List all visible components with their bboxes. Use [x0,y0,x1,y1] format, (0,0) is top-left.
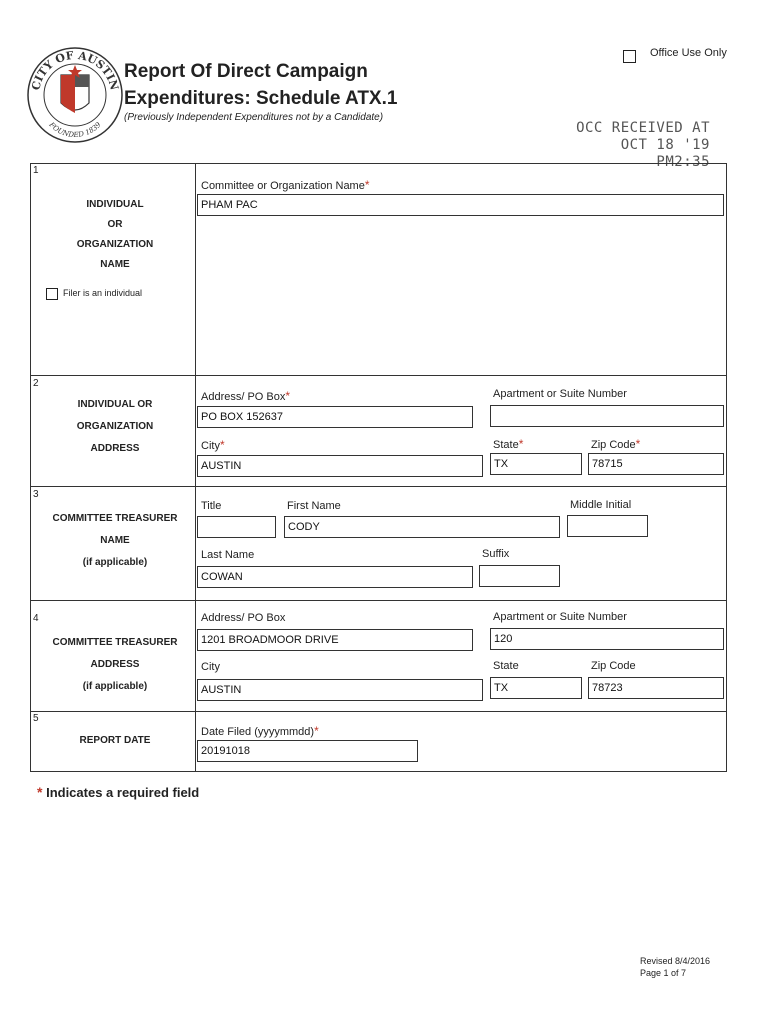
last-name-field[interactable]: COWAN [197,566,473,588]
seal-bottom-text: FOUNDED 1839 [47,120,103,140]
city-label-text: City [201,440,220,452]
form-title [124,58,397,112]
grid-divider-3 [30,600,727,601]
section-1-label-line3: ORGANIZATION [76,239,154,250]
section-2-number: 2 [33,378,39,389]
report-date-section-label: REPORT DATE [79,735,151,746]
form-title-line1: Report Of Direct Campaign [124,61,368,82]
title-field[interactable] [197,516,276,538]
city-label [201,438,225,452]
committee-name-label-text: Committee or Organization Name [201,180,365,192]
address-label [201,389,290,403]
state-field[interactable]: TX [490,453,582,475]
treasurer-zip-label: Zip Code [591,660,636,672]
first-name-label: First Name [287,500,341,512]
zip-label [591,437,640,451]
state-label [493,437,523,451]
section-4-label [40,637,190,692]
title-label: Title [201,500,222,512]
committee-name-field[interactable]: PHAM PAC [197,194,724,216]
required-asterisk: * [518,437,524,451]
first-name-field[interactable]: CODY [284,516,560,538]
middle-initial-field[interactable] [567,515,648,537]
treasurer-apartment-field[interactable]: 120 [490,628,724,650]
treasurer-city-field[interactable]: AUSTIN [197,679,483,701]
section-1-label [40,199,190,270]
form-subtitle: (Previously Independent Expenditures not by a Candidate) [124,112,384,123]
section-3-number: 3 [33,489,39,500]
address-field[interactable]: PO BOX 152637 [197,406,473,428]
state-label-text: State [493,439,519,451]
city-of-austin-seal [25,45,125,145]
filer-individual-checkbox[interactable] [46,288,58,300]
last-name-label: Last Name [201,549,255,561]
filer-individual-label: Filer is an individual [63,288,143,298]
required-field-note [37,784,199,800]
apartment-field[interactable] [490,405,724,427]
section-3-label [40,513,190,568]
section-4-number: 4 [33,613,39,624]
date-filed-field[interactable]: 20191018 [197,740,418,762]
middle-initial-label: Middle Initial [570,499,632,511]
section-5-number: 5 [33,713,39,724]
zip-field[interactable]: 78715 [588,453,724,475]
required-asterisk: * [285,389,291,403]
date-filed-label-text: Date Filed (yyyymmdd) [201,726,315,738]
treasurer-address-label: Address/ PO Box [201,612,286,624]
page-number: Page 1 of 7 [640,968,687,978]
section-1-label-line2: OR [107,219,123,230]
required-asterisk: * [364,178,370,192]
section-4-label-line3: (if applicable) [82,681,148,692]
section-4-label-line1: COMMITTEE TREASURER [52,637,178,648]
address-label-text: Address/ PO Box [201,391,286,403]
section-2-label-line1: INDIVIDUAL OR [77,399,153,410]
required-asterisk: * [635,437,641,451]
section-2-label-line3: ADDRESS [90,443,140,454]
grid-divider-4 [30,711,727,712]
required-asterisk: * [314,724,319,738]
section-2-label-line2: ORGANIZATION [76,421,154,432]
grid-divider-1 [30,375,727,376]
section-1-number: 1 [33,165,39,176]
required-field-note-text: Indicates a required field [46,785,200,800]
section-3-label-line2: NAME [100,535,130,546]
section-4-label-line2: ADDRESS [90,659,140,670]
page-footer [640,955,710,979]
office-use-only-label: Office Use Only [650,47,727,59]
received-stamp-line2: OCT 18 '19 PM2:35 [620,137,710,170]
treasurer-state-label: State [493,660,519,672]
zip-label-text: Zip Code [591,439,636,451]
apartment-label: Apartment or Suite Number [493,388,627,400]
treasurer-city-label: City [201,661,220,673]
suffix-field[interactable] [479,565,560,587]
section-3-label-line1: COMMITTEE TREASURER [52,513,178,524]
required-asterisk: * [37,784,43,800]
suffix-label: Suffix [482,548,510,560]
committee-name-label [201,178,370,192]
section-1-label-line1: INDIVIDUAL [86,199,144,210]
grid-divider-vertical [195,163,196,772]
section-2-label [40,399,190,454]
treasurer-zip-field[interactable]: 78723 [588,677,724,699]
svg-text:FOUNDED 1839 [47,120,103,139]
required-asterisk: * [219,438,225,452]
office-use-only-checkbox[interactable] [623,50,636,63]
grid-divider-2 [30,486,727,487]
treasurer-apartment-label: Apartment or Suite Number [493,611,627,623]
treasurer-state-field[interactable]: TX [490,677,582,699]
received-stamp-line1: OCC RECEIVED AT [576,120,710,136]
date-filed-label [201,724,319,738]
treasurer-address-field[interactable]: 1201 BROADMOOR DRIVE [197,629,473,651]
section-3-label-line3: (if applicable) [82,557,148,568]
form-title-line2: Expenditures: Schedule ATX.1 [124,88,398,109]
revised-date: Revised 8/4/2016 [640,956,711,966]
city-field[interactable]: AUSTIN [197,455,483,477]
section-1-label-line4: NAME [100,259,130,270]
seal-top-text: CITY OF AUSTIN [29,48,121,92]
